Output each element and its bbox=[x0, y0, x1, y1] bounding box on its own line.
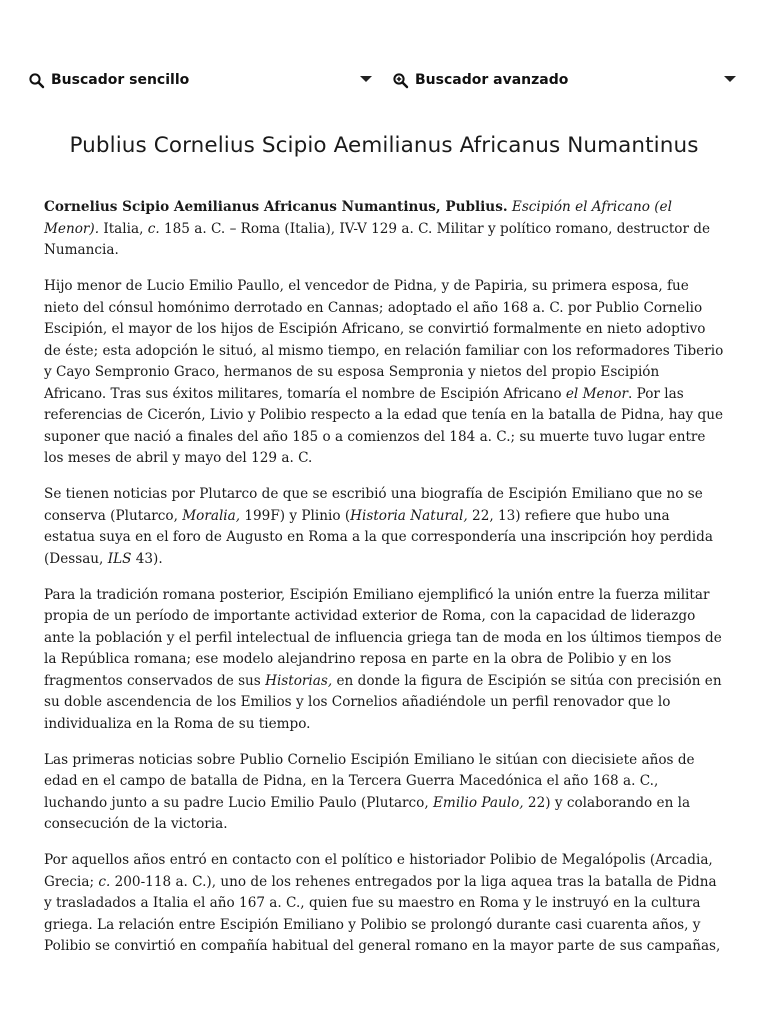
entry-lemma: Cornelius Scipio Aemilianus Africanus Numantinus, Publius. bbox=[44, 199, 508, 215]
article-paragraph bbox=[44, 585, 724, 736]
text-segment: . Por las referencias de Cicerón, Livio y Polibio respecto a la edad que tenía en la batalla de Pidna, hay que suponer que nació a finales del año 185 o a comienzos del 184 a. C.; su muerte tuvo lugar entre los meses de abril y mayo del 129 a. C. bbox=[44, 385, 724, 466]
article-paragraph bbox=[44, 750, 724, 836]
work-title: Historias, bbox=[265, 672, 333, 689]
work-title: Historia Natural, bbox=[350, 507, 468, 524]
article-paragraph bbox=[44, 484, 724, 570]
text-segment: 185 a. C. – Roma (Italia), IV-V 129 a. C. Militar y político romano, destructor de Numancia. bbox=[44, 220, 711, 258]
work-title: Moralia, bbox=[182, 507, 241, 524]
search-icon bbox=[28, 72, 46, 90]
search-bar bbox=[28, 64, 740, 96]
text-segment: Italia, bbox=[99, 220, 148, 237]
chevron-down-icon[interactable] bbox=[360, 76, 372, 82]
article-paragraph-intro bbox=[44, 197, 724, 262]
text-segment: 22, 13) refiere que hubo una estatua suya en el foro de Augusto en Roma a la que correspondería una inscripción hoy perdida (Dessau, bbox=[44, 507, 713, 567]
text-segment: 22) y colaborando en la consecución de la victoria. bbox=[44, 794, 691, 832]
work-title: ILS bbox=[107, 550, 132, 567]
article-paragraph bbox=[44, 276, 724, 470]
text-segment: en donde la figura de Escipión se sitúa con precisión en su doble ascendencia de los Emilios y los Cornelios añadiéndole un perfil renovador que lo individualiza en la Roma de su tiempo. bbox=[44, 672, 722, 732]
advanced-search-dropdown[interactable] bbox=[392, 64, 736, 96]
advanced-search-label: Buscador avanzado bbox=[415, 72, 569, 88]
page-title: Publius Cornelius Scipio Aemilianus Africanus Numantinus bbox=[69, 133, 699, 158]
entry-alias: Escipión el Africano (el Menor). bbox=[44, 199, 672, 237]
simple-search-dropdown[interactable] bbox=[28, 64, 372, 96]
circa-abbreviation: c. bbox=[98, 873, 111, 890]
circa-abbreviation: c. bbox=[147, 220, 160, 237]
italic-text: el Menor bbox=[565, 385, 628, 402]
text-segment: Las primeras noticias sobre Publio Cornelio Escipión Emiliano le sitúan con diecisiete años de edad en el campo de batalla de Pidna, en la Tercera Guerra Macedónica el año 168 a. C., luchando junto a su padre Lucio Emilio Paulo (Plutarco, bbox=[44, 751, 695, 811]
text-segment: Por aquellos años entró en contacto con el político e historiador Polibio de Megalópolis (Arcadia, Grecia; bbox=[44, 852, 713, 890]
simple-search-label: Buscador sencillo bbox=[51, 72, 190, 88]
text-segment: 43). bbox=[131, 550, 163, 567]
work-title: Emilio Paulo, bbox=[433, 794, 524, 811]
text-segment: 199F) y Plinio ( bbox=[240, 507, 351, 524]
article-paragraph bbox=[44, 850, 724, 958]
text-segment: Se tienen noticias por Plutarco de que se escribió una biografía de Escipión Emiliano que no se conserva (Plutarco, bbox=[44, 486, 703, 524]
chevron-down-icon[interactable] bbox=[724, 76, 736, 82]
text-segment: 200-118 a. C.), uno de los rehenes entregados por la liga aquea tras la batalla de Pidna y trasladados a Italia el año 167 a. C., quien fue su maestro en Roma y le instruyó en la cultura griega. La relación entre Escipión Emiliano y Polibio se prolongó durante casi cuarenta años, y Polibio se convirtió en compañía habitual del general romano en la mayor parte de sus campañas, bbox=[44, 873, 721, 954]
text-segment: Hijo menor de Lucio Emilio Paullo, el vencedor de Pidna, y de Papiria, su primera esposa, fue nieto del cónsul homónimo derrotado en Cannas; adoptado el año 168 a. C. por Publio Cornelio Escipión, el mayor de los hijos de Escipión Africano, se convirtió formalmente en nieto adoptivo de éste; esta adopción le situó, al mismo tiempo, en relación familiar con los reformadores Tiberio y Cayo Sempronio Graco, hermanos de su esposa Sempronia y nietos del propio Escipión Africano. Tras sus éxitos militares, tomaría el nombre de Escipión Africano bbox=[44, 278, 724, 402]
text-segment: Para la tradición romana posterior, Escipión Emiliano ejemplificó la unión entre la fuerza militar propia de un período de importante actividad exterior de Roma, con la capacidad de liderazgo ante la población y el perfil intelectual de influencia griega tan de moda en los últimos tiempos de la República romana; ese modelo alejandrino reposa en parte en la obra de Polibio y en los fragmentos conservados de sus bbox=[44, 586, 722, 689]
zoom-in-search-icon bbox=[392, 72, 410, 90]
article-body bbox=[44, 197, 724, 972]
